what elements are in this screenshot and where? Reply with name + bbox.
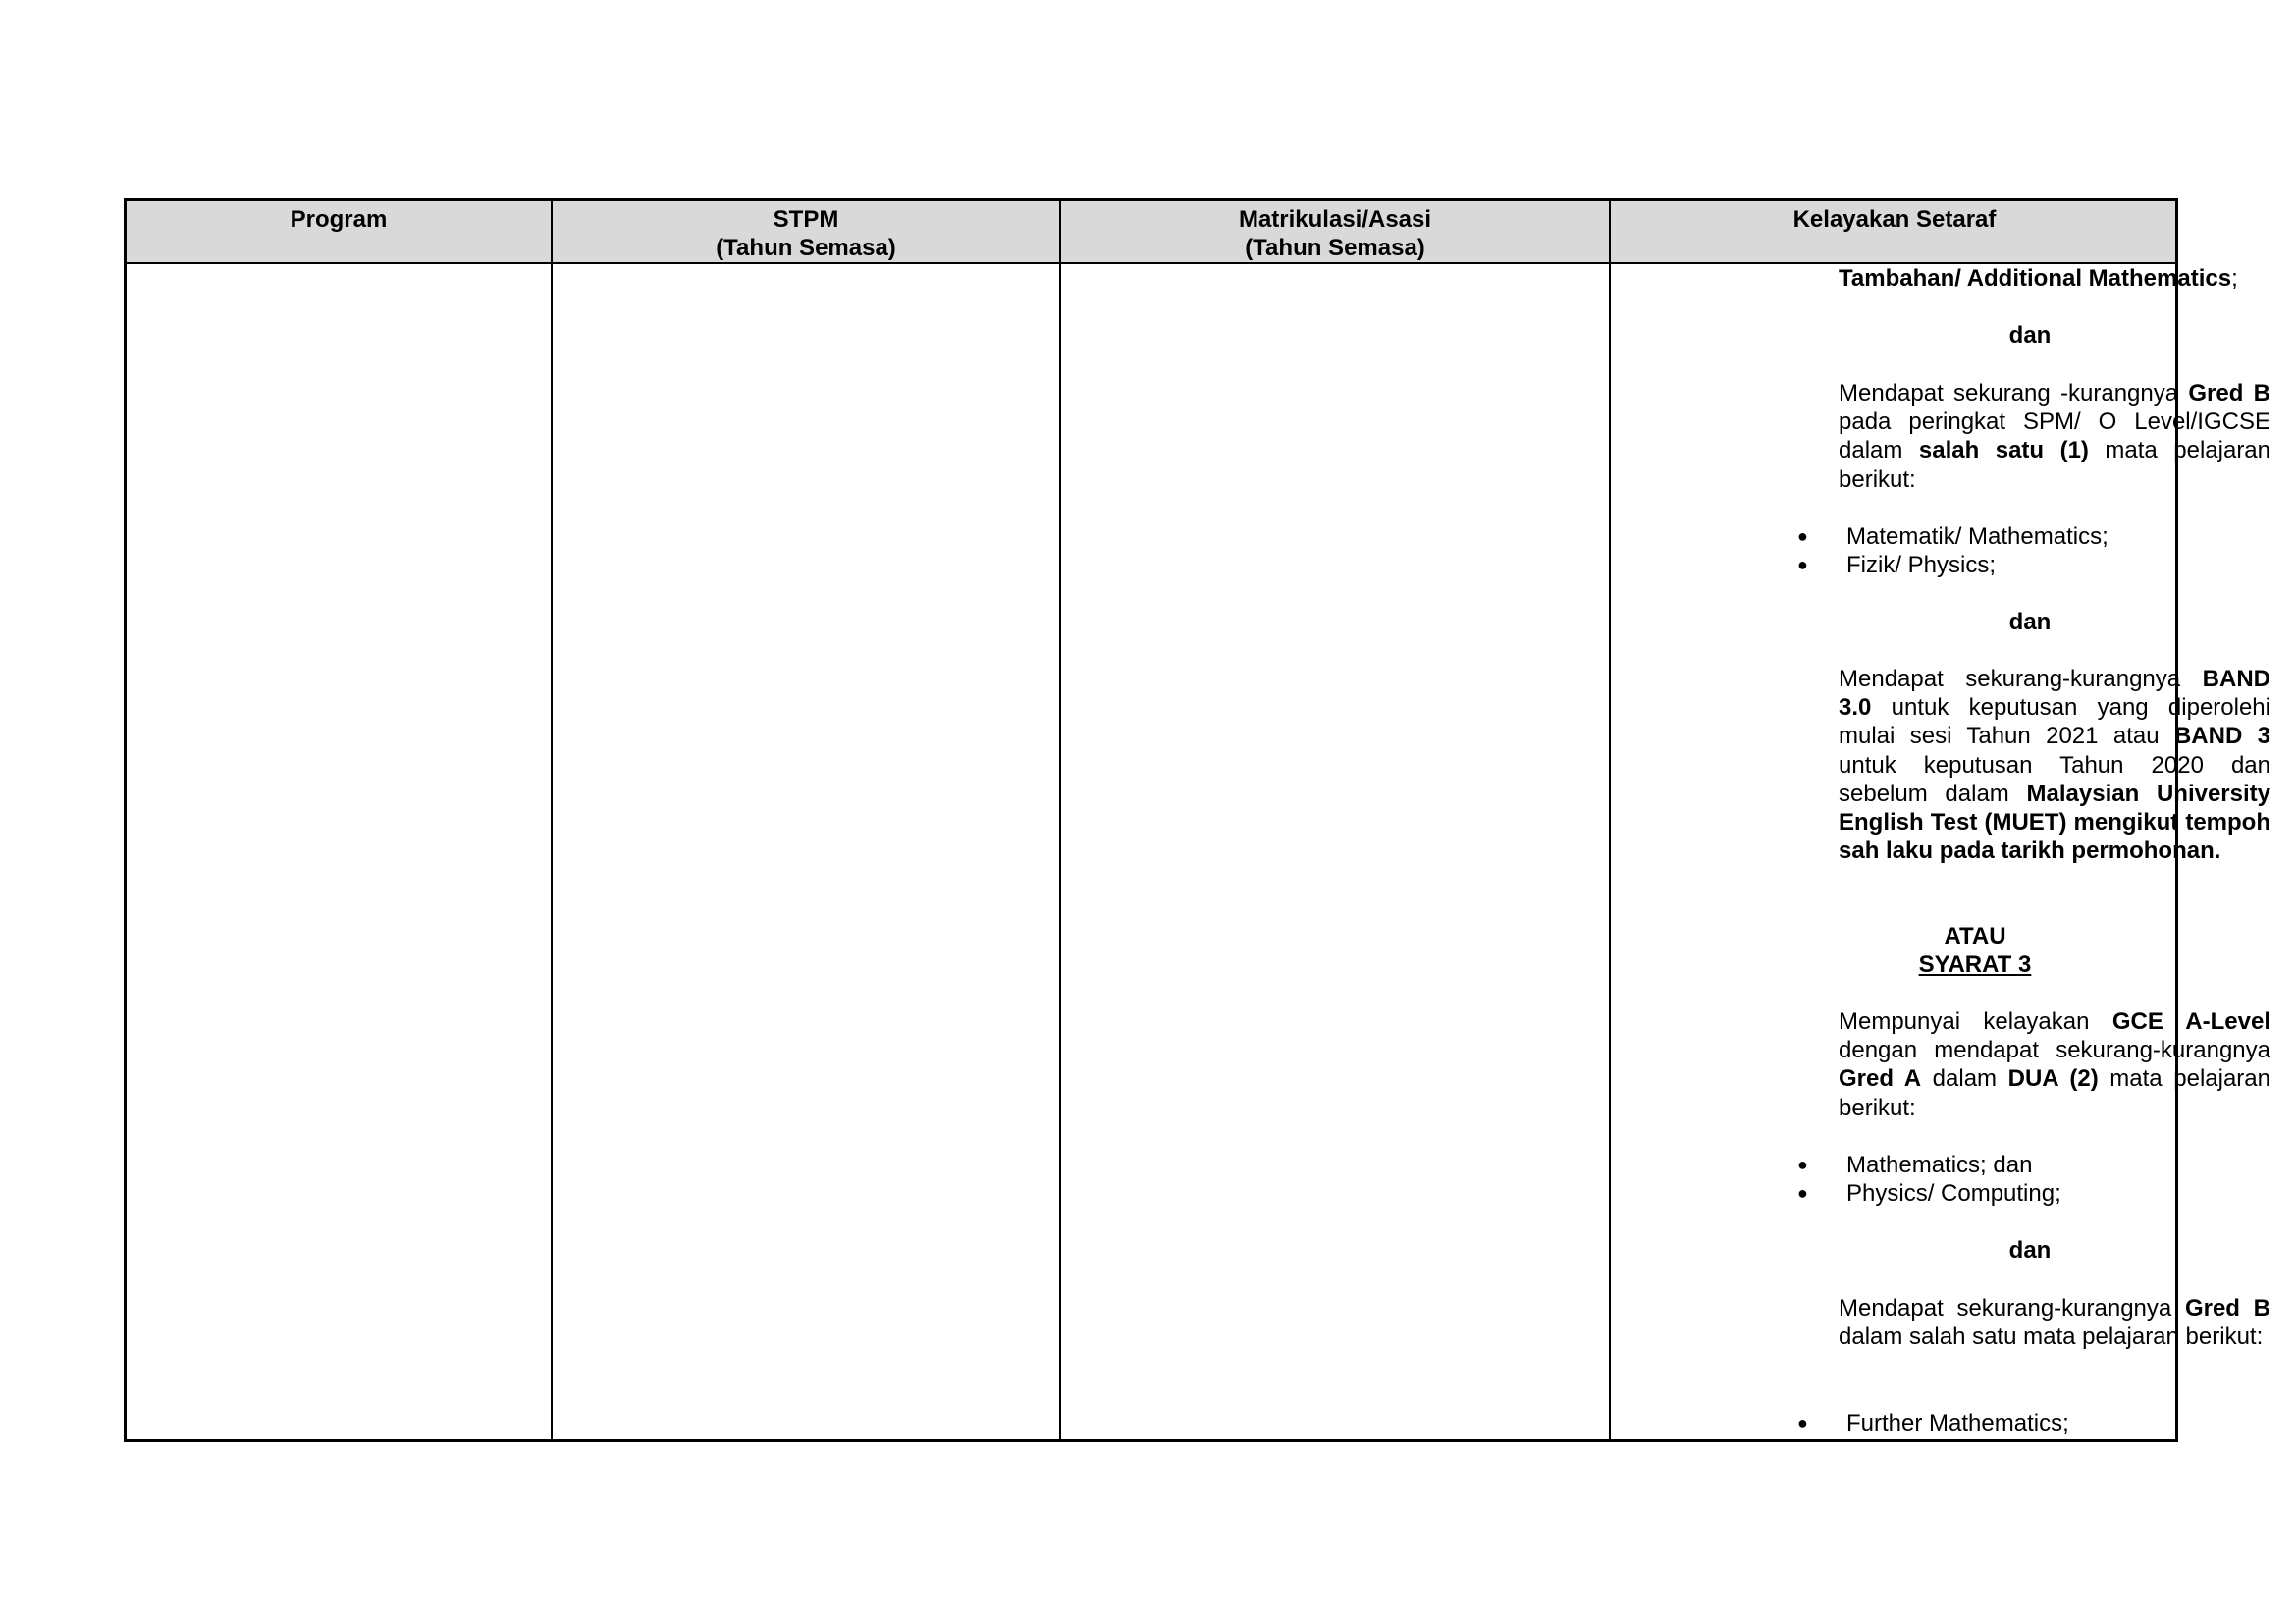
muet-requirement-paragraph: Mendapat sekurang-kurangnya BAND 3.0 untuk keputusan yang diperolehi mulai sesi Tahun 2021 atau BAND 3 untuk keputusan Tahun 2020 dan sebelum dalam Malaysian University English Test (MUET) mengikut tempoh sah laku pada tarikh permohonan. [1839,666,2271,865]
syarat-3-heading: SYARAT 3 [1918,951,2032,978]
bullet-icon: ● [1797,555,1808,574]
bullet-icon: ● [1797,1413,1808,1433]
header-matrikulasi: Matrikulasi/Asasi (Tahun Semasa) [1238,206,1432,261]
connector-dan: dan [2008,1237,2052,1264]
requirement-paragraph: Mendapat sekurang -kurangnya Gred B pada peringkat SPM/ O Level/IGCSE dalam salah satu (1) mata pelajaran berikut: [1839,380,2271,493]
header-kelayakan-setaraf: Kelayakan Setaraf [1792,206,1997,233]
bullet-icon: ● [1797,526,1808,546]
bullet-icon: ● [1797,1155,1808,1174]
gce-a-level-paragraph: Mempunyai kelayakan GCE A-Level dengan mendapat sekurang-kurangnya Gred A dalam DUA (2) mata pelajaran berikut: [1839,1008,2270,1121]
stpm-cell [553,264,1059,1439]
matrikulasi-cell [1061,264,1609,1439]
connector-dan: dan [2008,609,2052,635]
requirements-table [124,198,2271,1442]
kelayakan-setaraf-cell: Tambahan/ Additional Mathematics; dan Mendapat sekurang -kurangnya Gred B pada peringkat SPM/ O Level/IGCSE dalam salah satu (1) mata pelajaran berikut: ● Matematik/ Mathematics; ● Fizik/ Physics; dan Mendapat sekurang-kurangnya BAND 3.0 untuk keputusan yang diperolehi mulai sesi Tahun 2021 atau BAND 3 untuk keputusan Tahun 2020 dan sebelum dalam Malaysian University English Test (MUET) mengikut tempoh sah laku pada tarikh permohonan. ATAU SYARAT 3 Mempunyai kelayakan GCE A-Level dengan mendapat sekurang-kurangnya Gred A dalam DUA (2) mata pelajaran berikut: ● Mathematics; dan ● Physics/ Computing; dan Mendapat sekurang-kurangnya Gred B dalam salah satu mata pelajaran berikut: ● Further Mathematics; [1611,264,2178,1439]
header-stpm: STPM (Tahun Semasa) [716,206,896,261]
additional-mathematics-line: Tambahan/ Additional Mathematics; [1839,265,2238,292]
table-header-row [127,201,2175,264]
further-requirement-paragraph: Mendapat sekurang-kurangnya Gred B dalam salah satu mata pelajaran berikut: [1839,1295,2270,1351]
atau-label: ATAU [1944,923,2006,949]
program-cell [127,264,551,1439]
header-program: Program [290,206,388,233]
bullet-icon: ● [1797,1183,1808,1203]
connector-dan: dan [2008,322,2052,349]
